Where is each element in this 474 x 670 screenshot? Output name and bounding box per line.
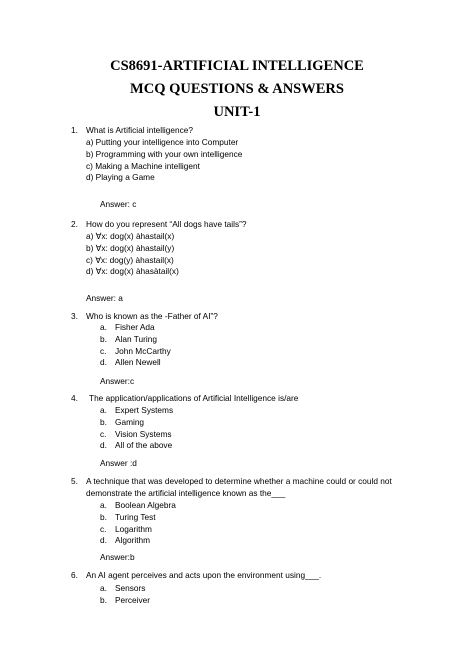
answer-option: Perceiver	[115, 595, 151, 605]
question-number: 4.	[71, 393, 78, 403]
question-number: 5.	[71, 476, 78, 486]
option-marker: a.	[100, 500, 107, 510]
answer-option: Logarithm	[115, 524, 152, 534]
answer-option: Alan Turing	[115, 334, 157, 344]
option-marker: c.	[100, 429, 107, 439]
question-text: An AI agent perceives and acts upon the environment using___.	[86, 570, 322, 580]
answer-option: b) Programming with your own intelligence	[86, 149, 243, 159]
option-marker: c.	[100, 524, 107, 534]
answer-option: d) ∀x: dog(x) àhasàtail(x)	[86, 266, 179, 276]
option-marker: b.	[100, 334, 107, 344]
answer-option: Algorithm	[115, 535, 151, 545]
question-number: 3.	[71, 311, 78, 321]
answer-key: Answer:b	[100, 552, 135, 562]
answer-option: John McCarthy	[115, 346, 171, 356]
document-subtitle: MCQ QUESTIONS & ANSWERS	[130, 81, 344, 97]
course-title: CS8691-ARTIFICIAL INTELLIGENCE	[110, 58, 364, 74]
answer-key: Answer: a	[86, 293, 123, 303]
answer-option: c) ∀x: dog(y) àhastail(x)	[86, 255, 174, 265]
answer-key: Answer :d	[100, 458, 137, 468]
answer-option: c) Making a Machine intelligent	[86, 161, 200, 171]
option-marker: d.	[100, 357, 107, 367]
answer-option: Gaming	[115, 417, 145, 427]
option-marker: d.	[100, 440, 107, 450]
question-number: 6.	[71, 570, 78, 580]
answer-option: Expert Systems	[115, 405, 174, 415]
answer-option: Vision Systems	[115, 429, 172, 439]
answer-option: Allen Newell	[115, 357, 161, 367]
question-text: demonstrate the artificial intelligence known as the___	[86, 488, 286, 498]
question-number: 1.	[71, 125, 78, 135]
unit-heading: UNIT-1	[213, 104, 261, 120]
option-marker: c.	[100, 346, 107, 356]
option-marker: b.	[100, 595, 107, 605]
question-text: What is Artificial intelligence?	[86, 125, 193, 135]
question-text: How do you represent “All dogs have tails”?	[86, 219, 247, 229]
answer-option: a) ∀x: dog(x) àhastail(x)	[86, 231, 175, 241]
answer-key: Answer: c	[100, 199, 137, 209]
option-marker: a.	[100, 322, 107, 332]
answer-key: Answer:c	[100, 376, 135, 386]
question-text: A technique that was developed to determine whether a machine could or could not	[86, 476, 392, 486]
answer-option: Sensors	[115, 583, 146, 593]
option-marker: d.	[100, 535, 107, 545]
answer-option: d) Playing a Game	[86, 172, 155, 182]
answer-option: Turing Test	[115, 512, 156, 522]
option-marker: a.	[100, 405, 107, 415]
option-marker: a.	[100, 583, 107, 593]
question-text: The application/applications of Artificial Intelligence is/are	[89, 393, 299, 403]
answer-option: Boolean Algebra	[115, 500, 176, 510]
option-marker: b.	[100, 512, 107, 522]
question-number: 2.	[71, 219, 78, 229]
answer-option: Fisher Ada	[115, 322, 155, 332]
question-text: Who is known as the -Father of AI”?	[86, 311, 218, 321]
answer-option: b) ∀x: dog(x) àhastail(y)	[86, 243, 175, 253]
option-marker: b.	[100, 417, 107, 427]
answer-option: a) Putting your intelligence into Computer	[86, 137, 239, 147]
answer-option: All of the above	[115, 440, 173, 450]
